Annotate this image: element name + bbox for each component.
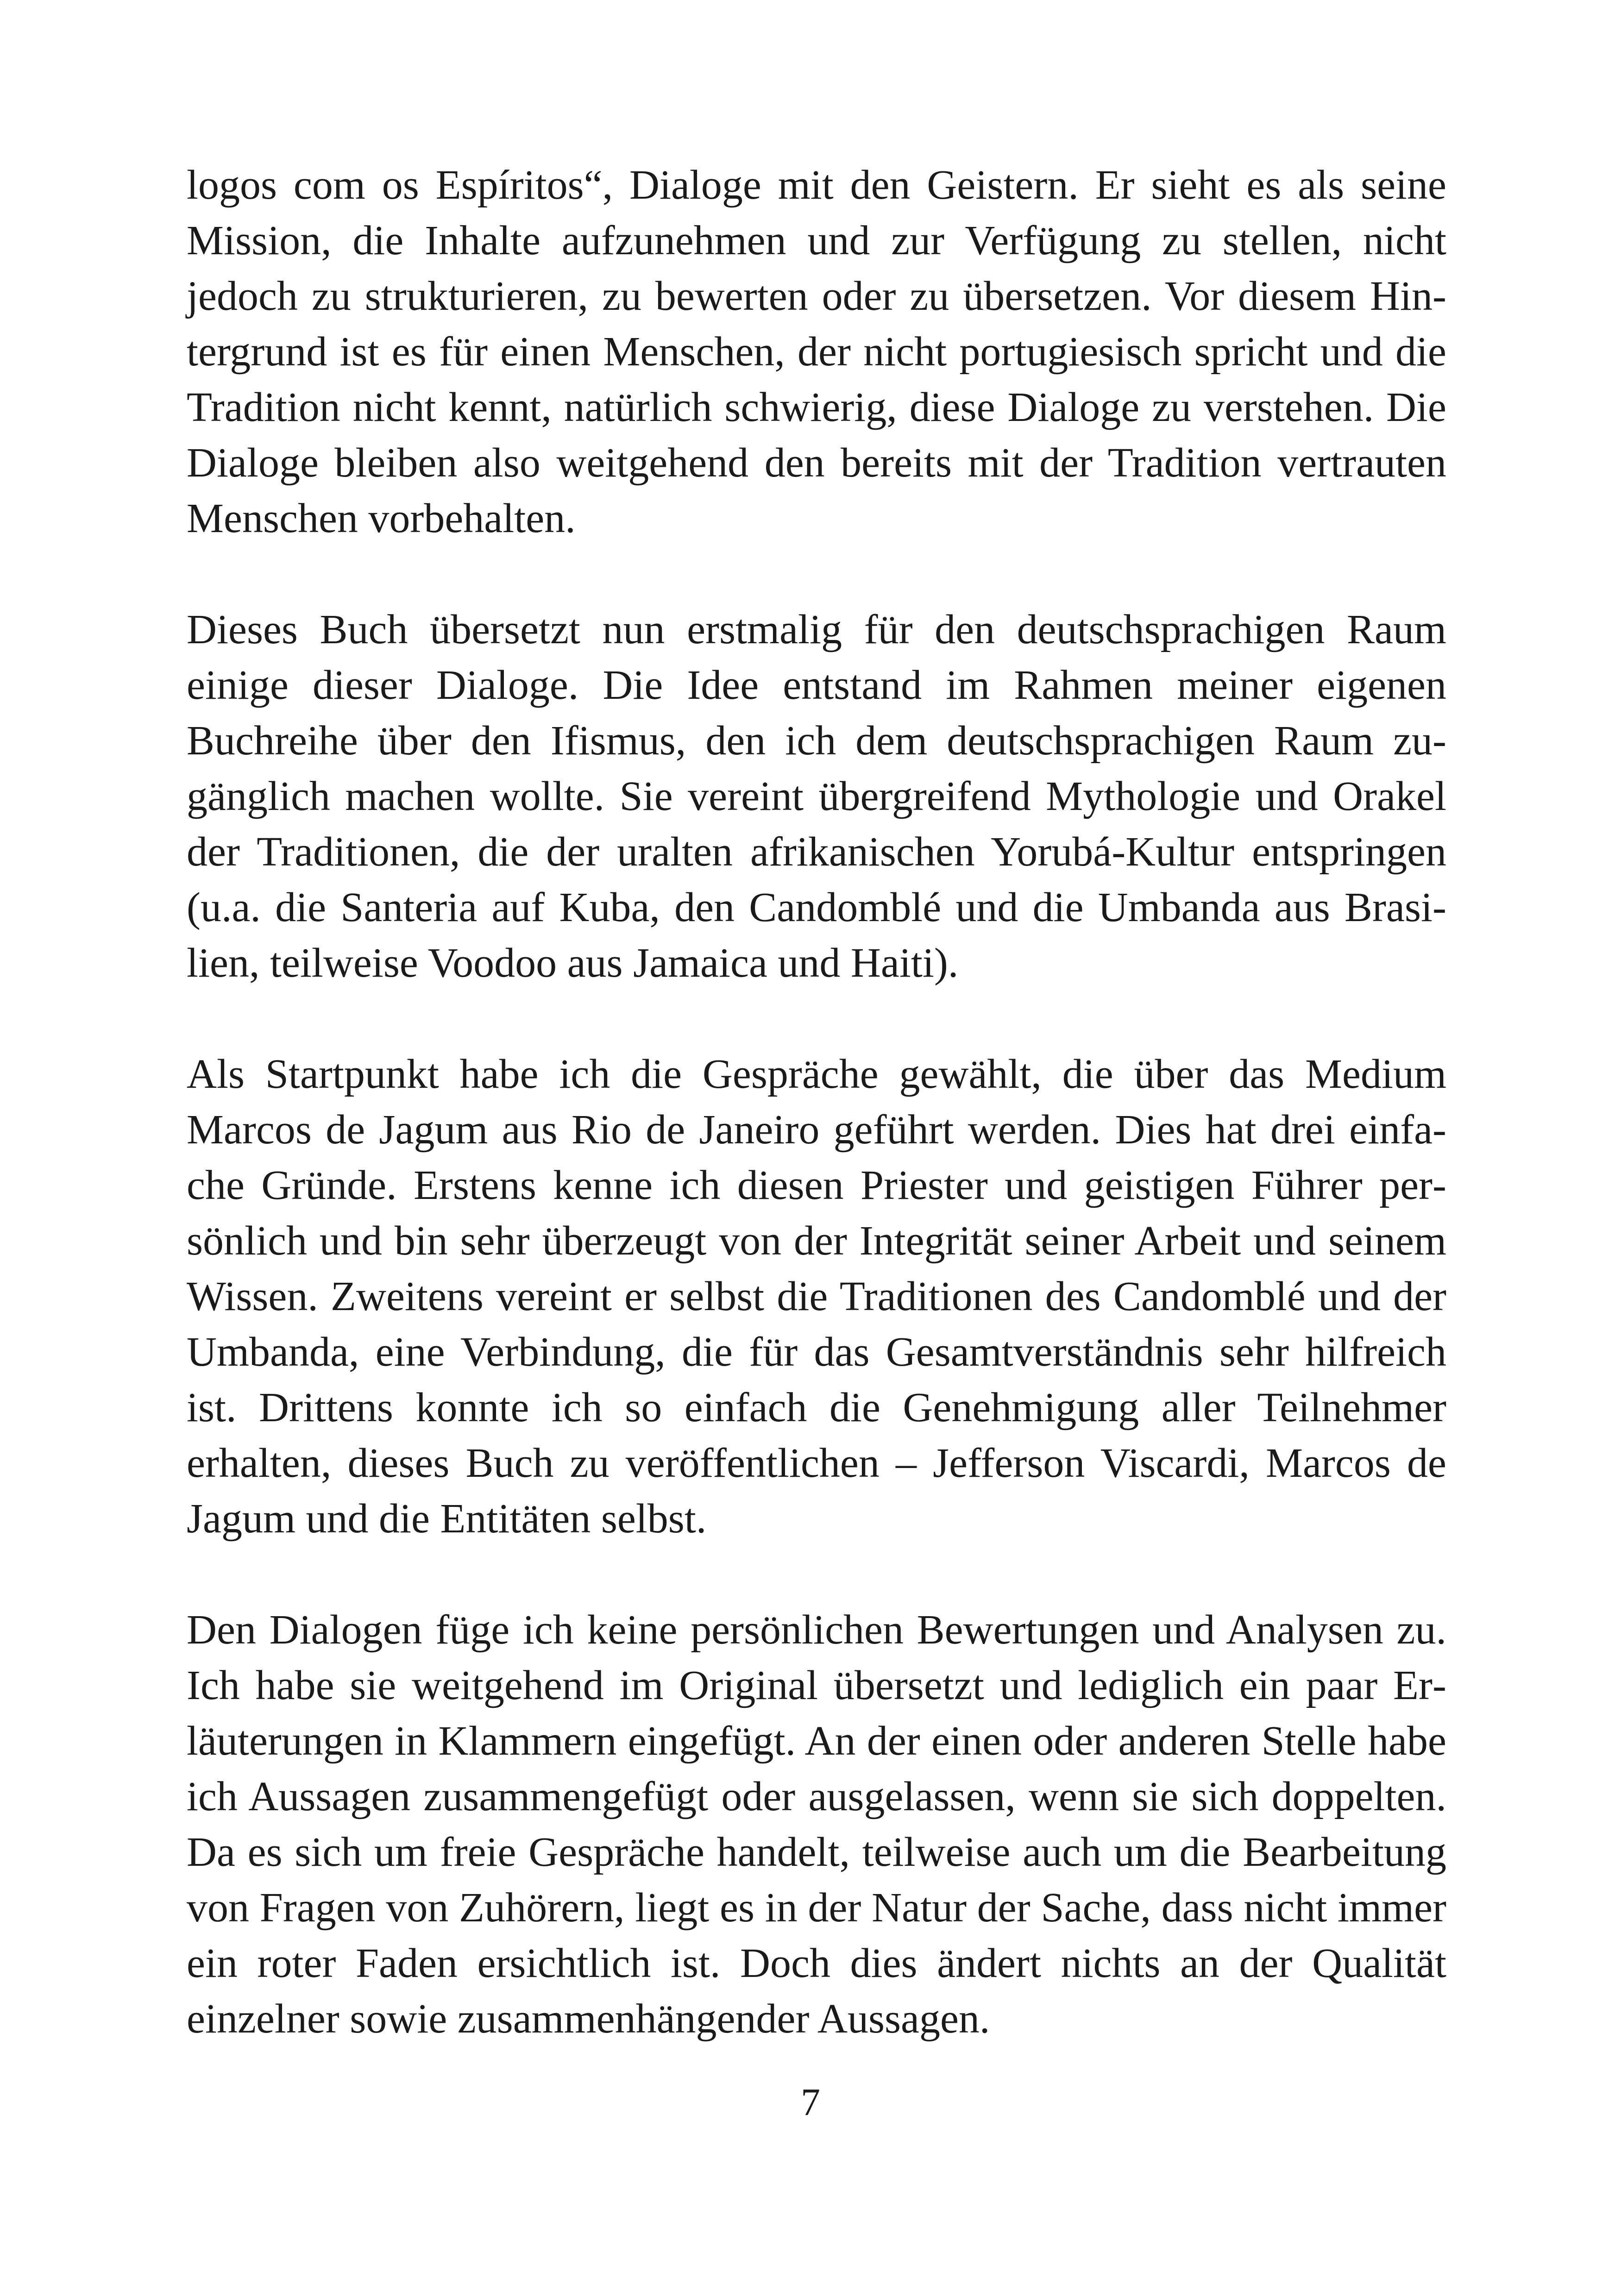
paragraph-4: Den Dialogen füge ich keine persönlichen Bewertungen und Analysen zu. Ich habe sie weitgehend im Original übersetzt und lediglich ein paar Erläuterungen in Klammern eingefügt. An der einen oder anderen Stelle habe ich Aussagen zusammengefügt oder ausgelassen, wenn sie sich doppelten. Da es sich um freie Gespräche handelt, teilweise auch um die Bearbeitung von Fragen von Zuhörern, liegt es in der Natur der Sache, dass nicht immer ein roter Faden ersichtlich ist. Doch dies ändert nichts an der Qualität einzelner sowie zusammenhängender Aussagen. (187, 1607, 1446, 2042)
paragraph-2: Dieses Buch übersetzt nun erstmalig für den deutschsprachigen Raum einige dieser Dialoge. Die Idee entstand im Rahmen meiner eigenen Buchreihe über den Ifismus, den ich dem deutschsprachigen Raum zugänglich machen wollte. Sie vereint übergreifend Mythologie und Orakel der Traditionen, die der uralten afrikanischen Yorubá-Kultur entspringen (u.a. die Santeria auf Kuba, den Candomblé und die Umbanda aus Brasilien, teilweise Voodoo aus Jamaica und Haiti). (187, 607, 1446, 986)
paragraph-3: Als Startpunkt habe ich die Gespräche gewählt, die über das Medium Marcos de Jagum aus Rio de Janeiro geführt werden. Dies hat drei einfache Gründe. Erstens kenne ich diesen Priester und geistigen Führer persönlich und bin sehr überzeugt von der Integrität seiner Arbeit und seinem Wissen. Zweitens vereint er selbst die Traditionen des Candomblé und der Umbanda, eine Verbindung, die für das Gesamtverständnis sehr hilfreich ist. Drittens konnte ich so einfach die Genehmigung aller Teilnehmer erhalten, dieses Buch zu veröffentlichen – Jefferson Viscardi, Marcos de Jagum und die Entitäten selbst. (187, 1051, 1446, 1542)
paragraph-1: logos com os Espíritos“, Dialoge mit den Geistern. Er sieht es als seine Mission, die Inhalte aufzunehmen und zur Verfügung zu stellen, nicht jedoch zu strukturieren, zu bewerten oder zu übersetzen. Vor diesem Hintergrund ist es für einen Menschen, der nicht portugiesisch spricht und die Tradition nicht kennt, natürlich schwierig, diese Dialoge zu verstehen. Die Dialoge bleiben also weitgehend den bereits mit der Tradition vertrauten Menschen vorbehalten. (187, 162, 1446, 541)
page-number: 7 (801, 2081, 820, 2124)
body-text (187, 157, 1446, 2047)
